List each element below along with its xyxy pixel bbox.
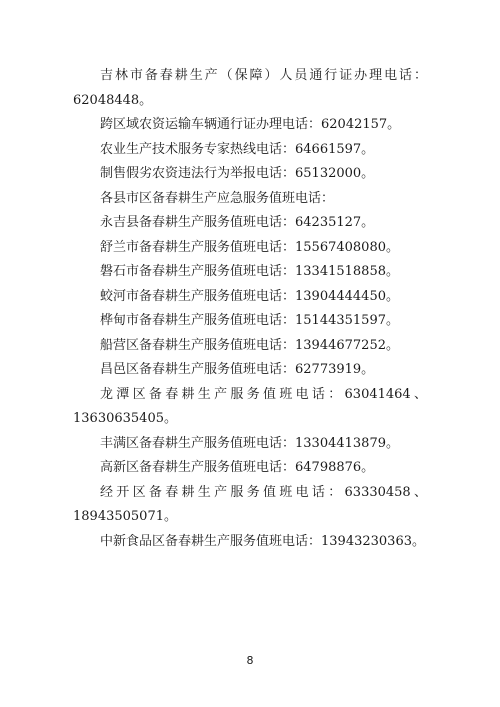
text-line-changyi: 昌邑区备春耕生产服务值班电话：62773919。 (100, 362, 375, 377)
text-line-panshi: 磐石市备春耕生产服务值班电话：13341518858。 (100, 264, 399, 279)
text-line-chuanying: 船营区备春耕生产服务值班电话：13944677252。 (100, 337, 399, 353)
text-line-expert-hotline: 农业生产技术服务专家热线电话：64661597。 (100, 141, 375, 157)
text-line-yongji: 永吉县备春耕生产服务值班电话：64235127。 (100, 215, 375, 230)
text-line-longtan-number: 13630635405。 (73, 411, 177, 426)
text-line-transport-pass: 跨区域农资运输车辆通行证办理电话：62042157。 (100, 117, 401, 132)
text-line-gaoxin: 高新区备春耕生产服务值班电话：64798876。 (100, 460, 375, 475)
text-line-jingkai-number: 18943505071。 (73, 509, 177, 524)
text-line-jiaohe: 蛟河市备春耕生产服务值班电话：13904444450。 (100, 288, 399, 304)
text-line-county-heading: 各县市区备春耕生产应急服务值班电话： (100, 190, 335, 206)
text-line-shulan: 舒兰市备春耕生产服务值班电话：15567408080。 (100, 239, 399, 255)
text-line-report-hotline: 制售假劣农资违法行为举报电话：65132000。 (100, 166, 375, 181)
text-line-fengman: 丰满区备春耕生产服务值班电话：13304413879。 (100, 435, 399, 451)
text-line-longtan-label: 龙潭区备春耕生产服务值班电话：63041464、 (100, 386, 427, 402)
text-line-jingkai-label: 经开区备春耕生产服务值班电话：63330458、 (100, 484, 427, 500)
text-line-huadian: 桦甸市备春耕生产服务值班电话：15144351597。 (100, 313, 399, 328)
text-line-zhongxin: 中新食品区备春耕生产服务值班电话：13943230363。 (100, 533, 425, 549)
text-line-jilin-pass-label: 吉林市备春耕生产（保障）人员通行证办理电话： (100, 68, 427, 83)
page-number: 8 (246, 654, 254, 667)
document-body (73, 64, 427, 554)
text-line-jilin-pass-number: 62048448。 (73, 92, 153, 108)
